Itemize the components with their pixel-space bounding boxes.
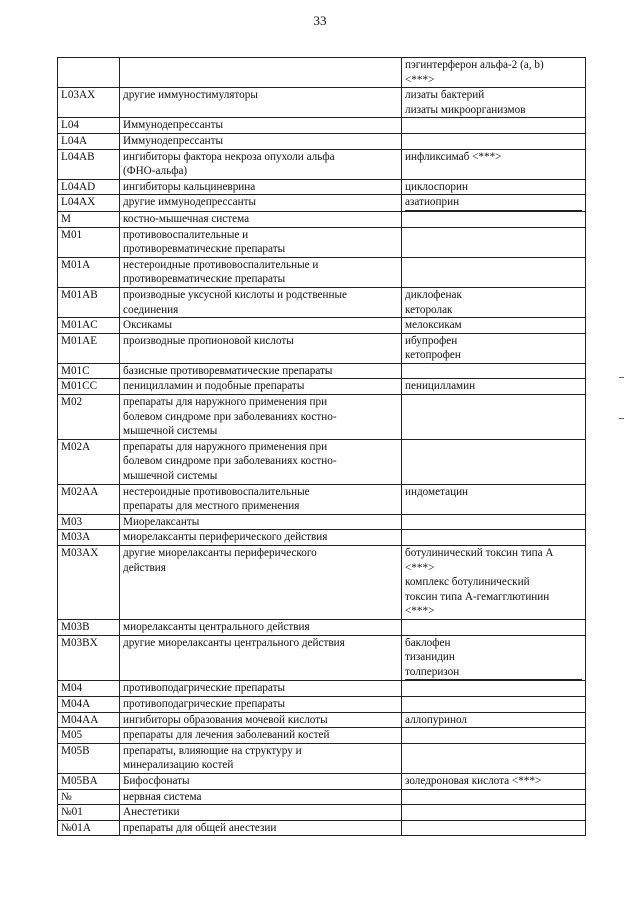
table-row	[58, 133, 586, 149]
group-name-cell	[120, 363, 402, 379]
group-name-line: соединения	[123, 303, 179, 316]
drug-name-line: лизаты микроорганизмов	[405, 103, 526, 116]
drug-name-line: циклоспорин	[405, 180, 468, 193]
group-name-line: ингибиторы фактора некроза опухоли альфа	[123, 150, 335, 163]
group-name-cell	[120, 619, 402, 635]
drug-name-cell	[402, 88, 586, 118]
atc-code-cell: №01A	[58, 820, 120, 836]
group-name-cell	[120, 696, 402, 712]
table-row	[58, 696, 586, 712]
table-row	[58, 681, 586, 697]
table-row	[58, 88, 586, 118]
table-row	[58, 379, 586, 395]
drug-name-cell	[402, 58, 586, 88]
atc-code-cell: M04	[58, 681, 120, 697]
table-row	[58, 789, 586, 805]
drug-name-line: мелоксикам	[405, 319, 462, 332]
group-name-cell	[120, 789, 402, 805]
group-name-cell	[120, 133, 402, 149]
group-name-line: миорелаксанты центрального действия	[123, 620, 310, 633]
atc-code-cell: L04AB	[58, 149, 120, 179]
atc-code-cell: M02A	[58, 439, 120, 484]
table-row	[58, 287, 586, 317]
group-name-cell	[120, 805, 402, 821]
group-name-line: нестероидные противовоспалительные и	[123, 258, 319, 271]
group-name-cell	[120, 546, 402, 620]
group-name-cell	[120, 195, 402, 212]
scan-mark	[619, 418, 624, 419]
group-name-cell	[120, 439, 402, 484]
group-name-cell	[120, 333, 402, 363]
atc-code-cell: M02	[58, 395, 120, 440]
group-name-line: пеницилламин и подобные препараты	[123, 380, 305, 393]
table-row	[58, 743, 586, 773]
table-row	[58, 149, 586, 179]
drug-name-line: диклофенак	[405, 288, 462, 301]
drug-name-line: кеторолак	[405, 303, 453, 316]
atc-code-cell: M05BA	[58, 773, 120, 789]
group-name-line: другие иммунодепрессанты	[123, 196, 256, 209]
drug-name-cell	[402, 743, 586, 773]
table-row	[58, 195, 586, 212]
atc-code-cell: L04A	[58, 133, 120, 149]
drug-name-line: толперизон	[405, 665, 582, 681]
group-name-line: мышечной системы	[123, 425, 218, 438]
group-name-cell	[120, 379, 402, 395]
group-name-line: базисные противоревматические препараты	[123, 364, 333, 377]
drug-name-line: аллопуринол	[405, 713, 468, 726]
atc-code-cell: M05	[58, 728, 120, 744]
drug-name-cell	[402, 805, 586, 821]
drug-name-cell	[402, 395, 586, 440]
atc-code-cell	[58, 58, 120, 88]
drug-name-line: ботулинический токсин типа А	[405, 547, 554, 559]
group-name-cell	[120, 514, 402, 530]
atc-table	[57, 57, 586, 836]
group-name-line: противоревматические препараты	[123, 243, 286, 256]
drug-name-line: кетопрофен	[405, 349, 461, 362]
group-name-cell	[120, 728, 402, 744]
drug-name-cell	[402, 227, 586, 257]
table-row	[58, 635, 586, 681]
group-name-line: Иммунодепрессанты	[123, 119, 223, 132]
drug-name-line: индометацин	[405, 485, 469, 498]
atc-code-cell: №01	[58, 805, 120, 821]
atc-code-cell: M03	[58, 514, 120, 530]
group-name-line: противоподагрические препараты	[123, 682, 285, 695]
group-name-line: миорелаксанты периферического действия	[123, 531, 328, 544]
table-row	[58, 58, 586, 88]
drug-name-cell	[402, 133, 586, 149]
group-name-cell	[120, 395, 402, 440]
group-name-cell	[120, 179, 402, 195]
atc-code-cell: №	[58, 789, 120, 805]
drug-name-cell	[402, 484, 586, 514]
table-row	[58, 227, 586, 257]
table-row	[58, 333, 586, 363]
table-row	[58, 805, 586, 821]
drug-name-cell	[402, 820, 586, 836]
drug-name-cell	[402, 514, 586, 530]
group-name-line: (ФНО-альфа)	[123, 165, 188, 178]
drug-name-line: баклофен	[405, 636, 451, 649]
drug-name-line: инфликсимаб <***>	[405, 150, 502, 163]
atc-code-cell: M01A	[58, 257, 120, 287]
drug-name-line: лизаты бактерий	[405, 89, 485, 102]
drug-name-line: комплекс ботулинический	[405, 576, 530, 589]
atc-code-cell: M01	[58, 227, 120, 257]
atc-code-cell: M01AB	[58, 287, 120, 317]
drug-name-line: токсин типа А-гемагглютинин	[405, 590, 550, 603]
group-name-cell	[120, 118, 402, 134]
table-row	[58, 257, 586, 287]
group-name-cell	[120, 820, 402, 836]
group-name-line: Бифосфонаты	[123, 774, 190, 787]
drug-name-line: азатиоприн	[405, 195, 582, 211]
drug-name-cell	[402, 789, 586, 805]
table-row	[58, 773, 586, 789]
drug-name-cell	[402, 195, 586, 212]
atc-code-cell: L03AX	[58, 88, 120, 118]
atc-code-cell: M02AA	[58, 484, 120, 514]
group-name-cell	[120, 530, 402, 546]
atc-code-cell: M04AA	[58, 712, 120, 728]
drug-name-cell	[402, 179, 586, 195]
group-name-cell	[120, 318, 402, 334]
group-name-cell	[120, 88, 402, 118]
drug-name-line: <***>	[405, 73, 435, 86]
atc-code-cell: M	[58, 211, 120, 227]
drug-name-cell	[402, 257, 586, 287]
group-name-line: болевом синдроме при заболеваниях костно-	[123, 410, 337, 423]
scan-mark	[619, 377, 624, 378]
group-name-cell	[120, 227, 402, 257]
drug-name-cell	[402, 681, 586, 697]
group-name-cell	[120, 287, 402, 317]
group-name-line: препараты для местного применения	[123, 500, 300, 513]
table-row	[58, 211, 586, 227]
drug-name-cell	[402, 118, 586, 134]
group-name-cell	[120, 635, 402, 681]
atc-code-cell: L04	[58, 118, 120, 134]
group-name-cell	[120, 211, 402, 227]
group-name-line: ингибиторы образования мочевой кислоты	[123, 713, 328, 726]
drug-name-cell	[402, 318, 586, 334]
group-name-cell	[120, 681, 402, 697]
group-name-cell	[120, 149, 402, 179]
atc-code-cell: L04AX	[58, 195, 120, 212]
drug-name-cell	[402, 712, 586, 728]
group-name-line: другие иммуностимуляторы	[123, 89, 258, 102]
table-row	[58, 439, 586, 484]
group-name-line: нервная система	[123, 790, 202, 803]
drug-name-line: тизанидин	[405, 651, 455, 664]
group-name-line: ингибиторы кальциневрина	[123, 180, 256, 193]
group-name-line: Оксикамы	[123, 319, 173, 332]
table-row	[58, 820, 586, 836]
drug-name-cell	[402, 773, 586, 789]
atc-code-cell: M04A	[58, 696, 120, 712]
atc-code-cell: M03B	[58, 619, 120, 635]
atc-table-body	[58, 58, 586, 836]
drug-name-cell	[402, 530, 586, 546]
atc-code-cell: M01AC	[58, 318, 120, 334]
drug-name-cell	[402, 333, 586, 363]
atc-code-cell: M01C	[58, 363, 120, 379]
drug-name-cell	[402, 287, 586, 317]
table-row	[58, 118, 586, 134]
group-name-line: производные пропионовой кислоты	[123, 334, 294, 347]
group-name-cell	[120, 257, 402, 287]
drug-name-cell	[402, 728, 586, 744]
group-name-line: Анестетики	[123, 806, 180, 819]
group-name-cell	[120, 712, 402, 728]
page-number: 33	[313, 13, 327, 28]
table-row	[58, 712, 586, 728]
group-name-cell	[120, 773, 402, 789]
drug-name-cell	[402, 635, 586, 681]
atc-code-cell: M05B	[58, 743, 120, 773]
group-name-line: мышечной системы	[123, 470, 218, 483]
table-row	[58, 318, 586, 334]
atc-code-cell: M03AX	[58, 546, 120, 620]
group-name-line: противоподагрические препараты	[123, 697, 285, 710]
atc-code-cell: M03A	[58, 530, 120, 546]
table-row	[58, 179, 586, 195]
group-name-line: болевом синдроме при заболеваниях костно-	[123, 455, 337, 468]
drug-name-cell	[402, 696, 586, 712]
group-name-line: препараты для наружного применения при	[123, 396, 328, 409]
group-name-line: препараты для лечения заболеваний костей	[123, 729, 330, 742]
group-name-line: препараты для общей анестезии	[123, 821, 277, 834]
group-name-line: препараты, влияющие на структуру и	[123, 744, 302, 757]
group-name-line: костно-мышечная система	[123, 212, 250, 225]
atc-code-cell: L04AD	[58, 179, 120, 195]
table-row	[58, 530, 586, 546]
table-row	[58, 395, 586, 440]
atc-code-cell: M03BX	[58, 635, 120, 681]
group-name-line: действия	[123, 561, 166, 574]
group-name-cell	[120, 484, 402, 514]
group-name-line: Миорелаксанты	[123, 515, 200, 528]
drug-name-cell	[402, 379, 586, 395]
drug-name-line: <***>	[405, 561, 435, 574]
group-name-cell	[120, 743, 402, 773]
group-name-line: препараты для наружного применения при	[123, 440, 328, 453]
drug-name-cell	[402, 546, 586, 620]
group-name-line: противоревматические препараты	[123, 273, 286, 286]
table-row	[58, 619, 586, 635]
drug-name-cell	[402, 149, 586, 179]
group-name-line: производные уксусной кислоты и родственные	[123, 288, 347, 301]
drug-name-cell	[402, 439, 586, 484]
drug-name-line: пэгинтерферон альфа-2 (a, b)	[405, 59, 544, 71]
drug-name-cell	[402, 211, 586, 227]
drug-name-cell	[402, 619, 586, 635]
table-row	[58, 484, 586, 514]
group-name-line: другие миорелаксанты центрального действия	[123, 636, 345, 649]
table-row	[58, 514, 586, 530]
table-row	[58, 363, 586, 379]
drug-name-cell	[402, 363, 586, 379]
group-name-line: минерализацию костей	[123, 759, 234, 772]
drug-name-line: ибупрофен	[405, 334, 458, 347]
table-row	[58, 728, 586, 744]
table-row	[58, 546, 586, 620]
group-name-line: Иммунодепрессанты	[123, 134, 223, 147]
drug-name-line: золедроновая кислота <***>	[405, 774, 542, 787]
group-name-line: другие миорелаксанты периферического	[123, 547, 317, 559]
group-name-line: нестероидные противовоспалительные	[123, 485, 310, 498]
group-name-line: противовоспалительные и	[123, 228, 249, 241]
group-name-cell	[120, 58, 402, 88]
atc-code-cell: M01CC	[58, 379, 120, 395]
drug-name-line: пеницилламин	[405, 380, 476, 393]
atc-code-cell: M01AE	[58, 333, 120, 363]
drug-name-line: <***>	[405, 605, 435, 618]
